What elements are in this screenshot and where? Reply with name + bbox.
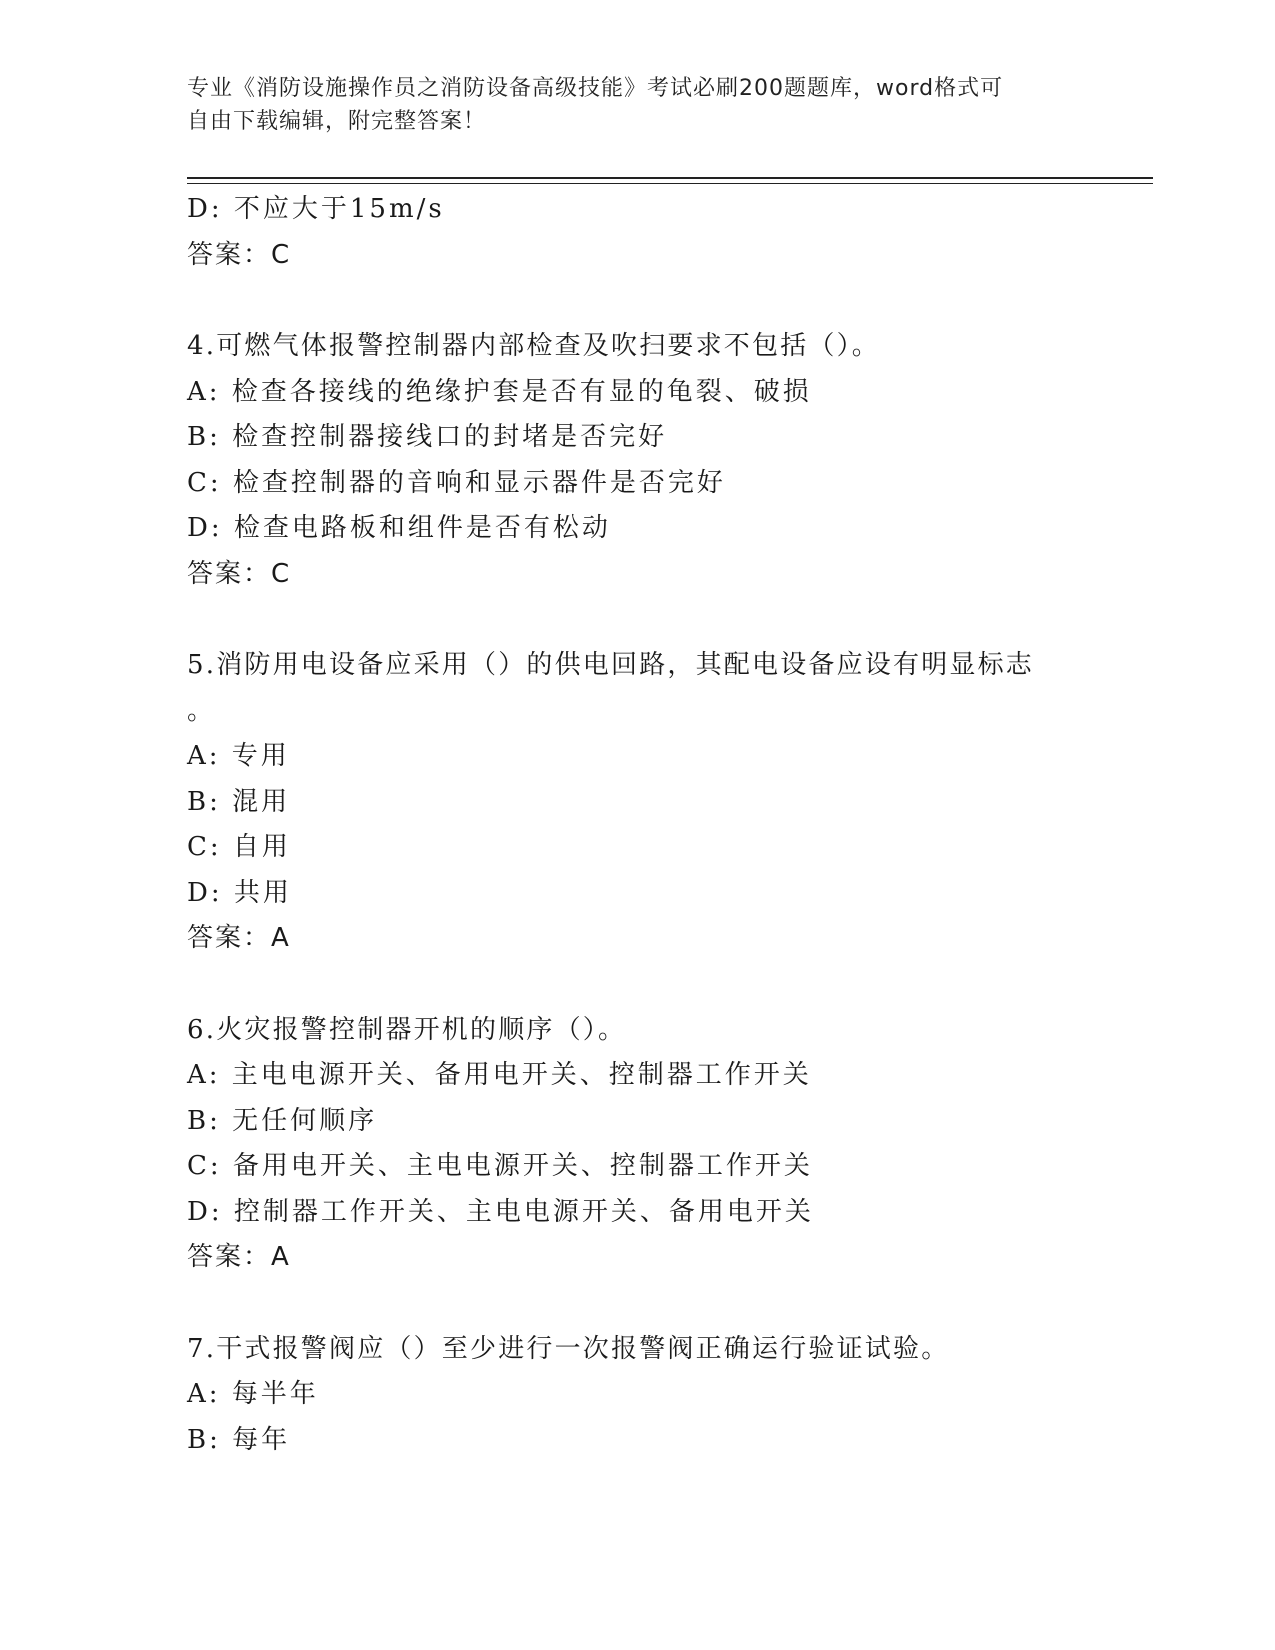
header-line-2: 自由下载编辑，附完整答案！	[187, 109, 487, 134]
prev-answer: 答案：C	[187, 239, 292, 270]
question-7-option-b: B: 每年	[187, 1424, 291, 1455]
header-divider-thick	[187, 177, 1153, 179]
question-6-answer: 答案：A	[187, 1242, 291, 1272]
question-6-stem: 6.火灾报警控制器开机的顺序（）。	[187, 1014, 627, 1045]
question-5-option-c: C: 自用	[187, 832, 291, 862]
header-line-1: 专业《消防设施操作员之消防设备高级技能》考试必刷200题题库，word格式可	[187, 76, 1004, 101]
question-4-option-c: C: 检查控制器的音响和显示器件是否完好	[187, 467, 726, 498]
question-5-option-b: B: 混用	[187, 786, 291, 817]
question-4-option-b: B: 检查控制器接线口的封堵是否完好	[187, 422, 668, 452]
question-6-option-c: C: 备用电开关、主电电源开关、控制器工作开关	[187, 1151, 813, 1181]
question-4-stem: 4.可燃气体报警控制器内部检查及吹扫要求不包括（）。	[187, 331, 881, 361]
question-list	[187, 187, 1087, 1463]
question-5-stem: 5.消防用电设备应采用（）的供电回路，其配电设备应设有明显标志	[187, 650, 1035, 680]
question-5-option-a: A: 专用	[187, 741, 290, 771]
question-5-stem-continuation: 。	[187, 695, 217, 726]
question-6-option-b: B: 无任何顺序	[187, 1105, 378, 1136]
question-7-stem: 7.干式报警阀应（）至少进行一次报警阀正确运行验证试验。	[187, 1333, 950, 1364]
page-header	[187, 72, 1067, 138]
header-divider-thin	[187, 183, 1153, 184]
question-5-answer: 答案：A	[187, 923, 291, 953]
question-7-option-a: A: 每半年	[187, 1379, 319, 1409]
question-4-option-d: D: 检查电路板和组件是否有松动	[187, 513, 611, 543]
question-4-answer: 答案：C	[187, 558, 292, 589]
question-5-option-d: D: 共用	[187, 877, 292, 908]
question-6-option-d: D: 控制器工作开关、主电电源开关、备用电开关	[187, 1196, 814, 1227]
question-6-option-a: A: 主电电源开关、备用电开关、控制器工作开关	[187, 1060, 812, 1090]
prev-option-d: D: 不应大于15m/s	[187, 194, 445, 224]
question-4-option-a: A: 检查各接线的绝缘护套是否有显的龟裂、破损	[187, 376, 812, 407]
